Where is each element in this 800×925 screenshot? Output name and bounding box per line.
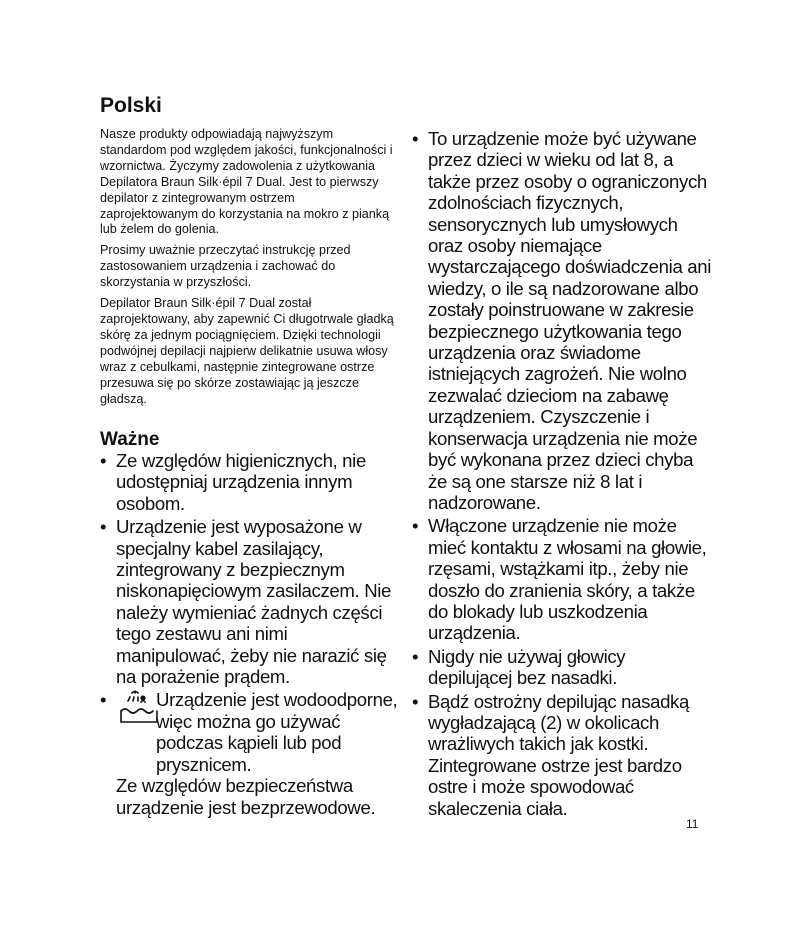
intro-paragraph: Prosimy uważnie przeczytać instrukcję przed zastosowaniem urządzenia i zachować do skorzystania w przyszłości.: [100, 243, 351, 290]
bullet-icon: •: [100, 689, 107, 711]
list-item-text: Bądź ostrożny depilując nasadką wygładzającą (2) w okolicach wrażliwych takich jak kostki. Zintegrowane ostrze jest bardzo ostre i może spowodować skaleczenia ciała.: [428, 690, 689, 819]
important-list-left: [100, 450, 400, 820]
list-item-text: Włączone urządzenie nie może mieć kontaktu z włosami na głowie, rzęsami, wstążkami itp., żeby nie doszło do zranienia skóry, a także do blokady lub uszkodzenia urządzenia.: [428, 515, 707, 644]
intro-paragraph: Depilator Braun Silk·épil 7 Dual został zaprojektowany, aby zapewnić Ci długotrwale gładką skórę za jednym pociągnięciem. Dzięki technologii podwójnej depilacji najpierw delikatnie usuwa włosy wraz z cebulkami, następnie zintegrowane ostrze przesuwa się po skórze zostawiając ją jeszcze gładszą.: [100, 296, 394, 406]
list-item-text: Nigdy nie używaj głowicy depilującej bez nasadki.: [428, 645, 626, 689]
page-title: Polski: [100, 94, 162, 117]
list-item: [412, 128, 712, 513]
bullet-icon: •: [412, 515, 419, 537]
list-item-waterproof: [100, 689, 400, 817]
intro-section: [100, 127, 396, 412]
shower-bath-icon: [118, 689, 160, 725]
bullet-icon: •: [412, 690, 419, 712]
waterproof-text: Urządzenie jest wodoodporne, więc można go używać podczas kąpieli lub pod prysznicem.: [156, 689, 398, 775]
bullet-icon: •: [100, 516, 107, 538]
important-heading: Ważne: [100, 429, 160, 450]
waterproof-continuation: Ze względów bezpieczeństwa urządzenie jest bezprzewodowe.: [116, 775, 376, 818]
list-item-text: To urządzenie może być używane przez dzieci w wieku od lat 8, a także przez osoby o ograniczonych zdolnościach fizycznych, sensorycznych lub umysłowych oraz osoby niemające wystarczającego doświadczenia ani wiedzy, o ile są nadzorowane albo zostały poinstruowane w zakresie bezpiecznego użytkowania tego urządzenia oraz świadome istniejących zagrożeń. Nie wolno zezwalać dzieciom na zabawę urządzeniem. Czyszczenie i konserwacja urządzenia nie może być wykonana przez dzieci chyba że są one starsze niż 8 lat i nadzorowane.: [428, 128, 712, 513]
intro-paragraph: Nasze produkty odpowiadają najwyższym standardom pod względem jakości, funkcjonalności i wzornictwa. Życzymy zadowolenia z użytkowania Depilatora Braun Silk·épil 7 Dual. Jest to pierwszy depilator z zintegrowanym ostrzem zaprojektowanym do korzystania na mokro z pianką lub żelem do golenia.: [100, 127, 393, 237]
list-item: [100, 450, 400, 514]
waterproof-row: [100, 689, 400, 775]
list-item: [100, 516, 400, 687]
bullet-icon: •: [412, 128, 419, 149]
list-item-text: Ze względów higienicznych, nie udostępniaj urządzenia innym osobom.: [116, 450, 366, 514]
list-item: [412, 515, 712, 643]
page-number: 11: [686, 817, 699, 831]
bullet-icon: •: [100, 450, 107, 471]
bullet-icon: •: [412, 645, 419, 667]
list-item: [412, 691, 712, 819]
list-item-text: Urządzenie jest wyposażone w specjalny kabel zasilający, zintegrowany z bezpiecznym niskonapięciowym zasilaczem. Nie należy wymieniać żadnych części tego zestawu ani nimi manipulować, żeby nie narazić się na porażenie prądem.: [116, 516, 392, 688]
important-list-right: [412, 128, 712, 821]
list-item: [412, 646, 712, 689]
